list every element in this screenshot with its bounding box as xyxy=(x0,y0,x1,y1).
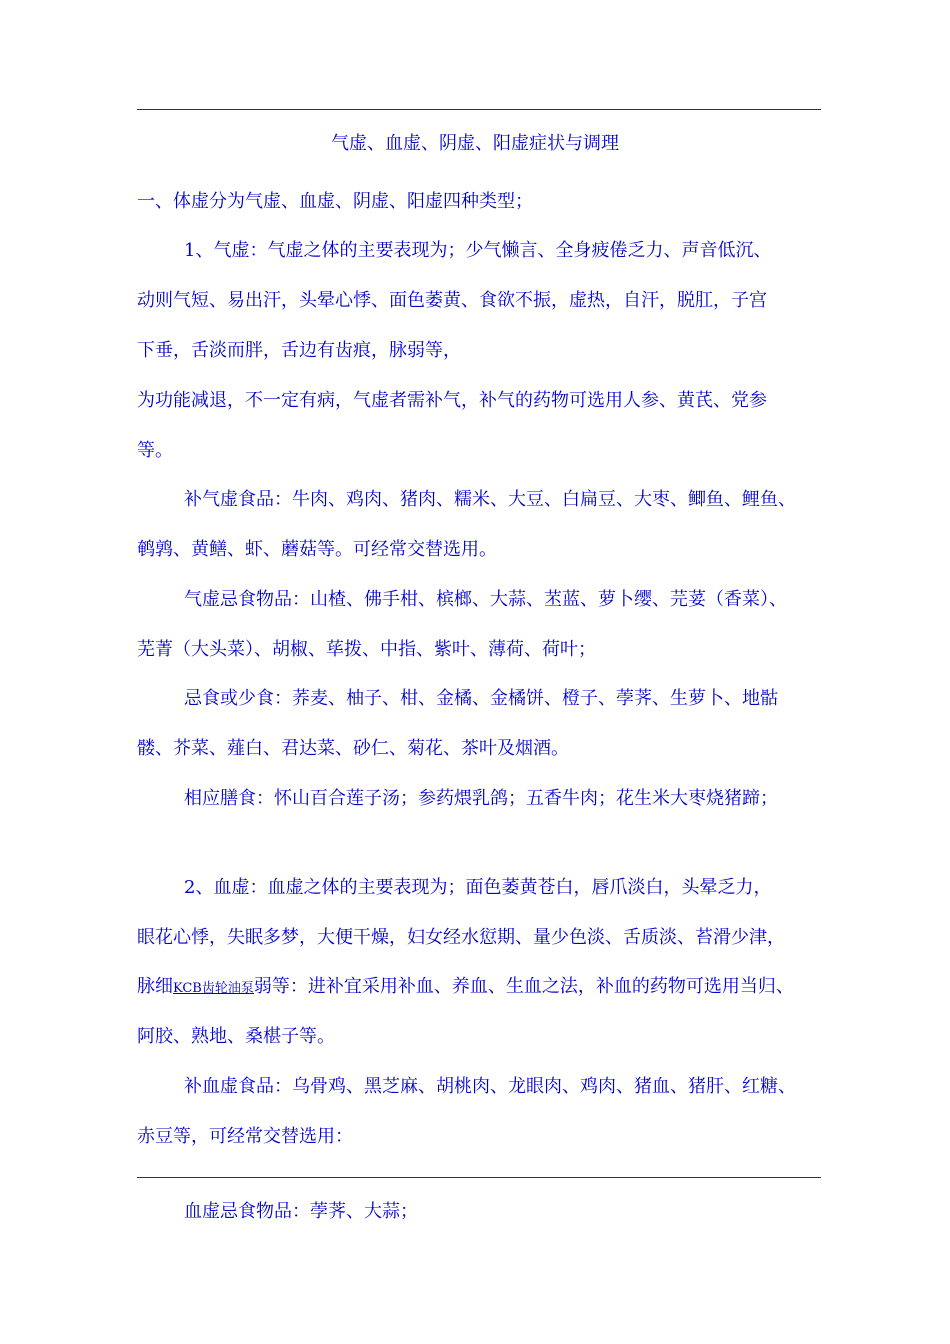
page-title: 气虚、血虚、阴虚、阳虚症状与调理 xyxy=(331,133,619,154)
paragraph-line: 补血虚食品：乌骨鸡、黑芝麻、胡桃肉、龙眼肉、鸡肉、猪血、猪肝、红糖、 xyxy=(184,1076,796,1097)
paragraph-line: 忌食或少食：荞麦、柚子、柑、金橘、金橘饼、橙子、荸荠、生萝卜、地骷 xyxy=(184,688,778,709)
bottom-rule xyxy=(137,1177,821,1178)
paragraph-line: 相应膳食：怀山百合莲子汤；参药煨乳鸽；五香牛肉；花生米大枣烧猪蹄； xyxy=(184,788,778,809)
paragraph-line: 赤豆等，可经常交替选用： xyxy=(137,1126,353,1147)
paragraph-line: 髅、芥菜、薤白、君达菜、砂仁、菊花、茶叶及烟酒。 xyxy=(137,738,569,759)
paragraph-line: 眼花心悸，失眠多梦，大便干燥，妇女经水愆期、量少色淡、舌质淡、苔滑少津， xyxy=(137,927,785,948)
top-rule xyxy=(137,109,821,110)
paragraph-line: 动则气短、易出汗，头晕心悸、面色萎黄、食欲不振，虚热，自汗，脱肛，子宫 xyxy=(137,290,767,311)
paragraph-line: 2、血虚：血虚之体的主要表现为；面色萎黄苍白，唇爪淡白，头晕乏力， xyxy=(184,877,772,898)
paragraph-line xyxy=(137,976,794,1000)
text-span: 弱等：进补宜采用补血、养血、生血之法，补血的药物可选用当归、 xyxy=(253,976,794,997)
paragraph-line: 1、气虚：气虚之体的主要表现为；少气懒言、全身疲倦乏力、声音低沉、 xyxy=(184,240,772,261)
paragraph-line: 阿胶、熟地、桑椹子等。 xyxy=(137,1026,335,1047)
text-span: 脉细 xyxy=(137,976,173,997)
paragraph-line: 鹌鹑、黄鳝、虾、蘑菇等。可经常交替选用。 xyxy=(137,539,497,560)
paragraph-line: 为功能减退，不一定有病，气虚者需补气，补气的药物可选用人参、黄芪、党参 xyxy=(137,390,767,411)
paragraph-line: 芜菁（大头菜）、胡椒、荜拨、中指、紫叶、薄荷、荷叶； xyxy=(137,639,596,660)
paragraph-line: 气虚忌食物品：山楂、佛手柑、槟榔、大蒜、苤蓝、萝卜缨、芫荽（香菜）、 xyxy=(184,589,787,610)
inline-link[interactable]: KCB齿轮油泵 xyxy=(173,981,254,996)
section-heading: 一、体虚分为气虚、血虚、阴虚、阳虚四种类型； xyxy=(137,191,533,212)
paragraph-line: 等。 xyxy=(137,440,173,461)
paragraph-line: 下垂，舌淡而胖，舌边有齿痕，脉弱等， xyxy=(137,340,461,361)
paragraph-line: 血虚忌食物品：荸荠、大蒜； xyxy=(184,1201,418,1222)
paragraph-line: 补气虚食品：牛肉、鸡肉、猪肉、糯米、大豆、白扁豆、大枣、鲫鱼、鲤鱼、 xyxy=(184,489,796,510)
